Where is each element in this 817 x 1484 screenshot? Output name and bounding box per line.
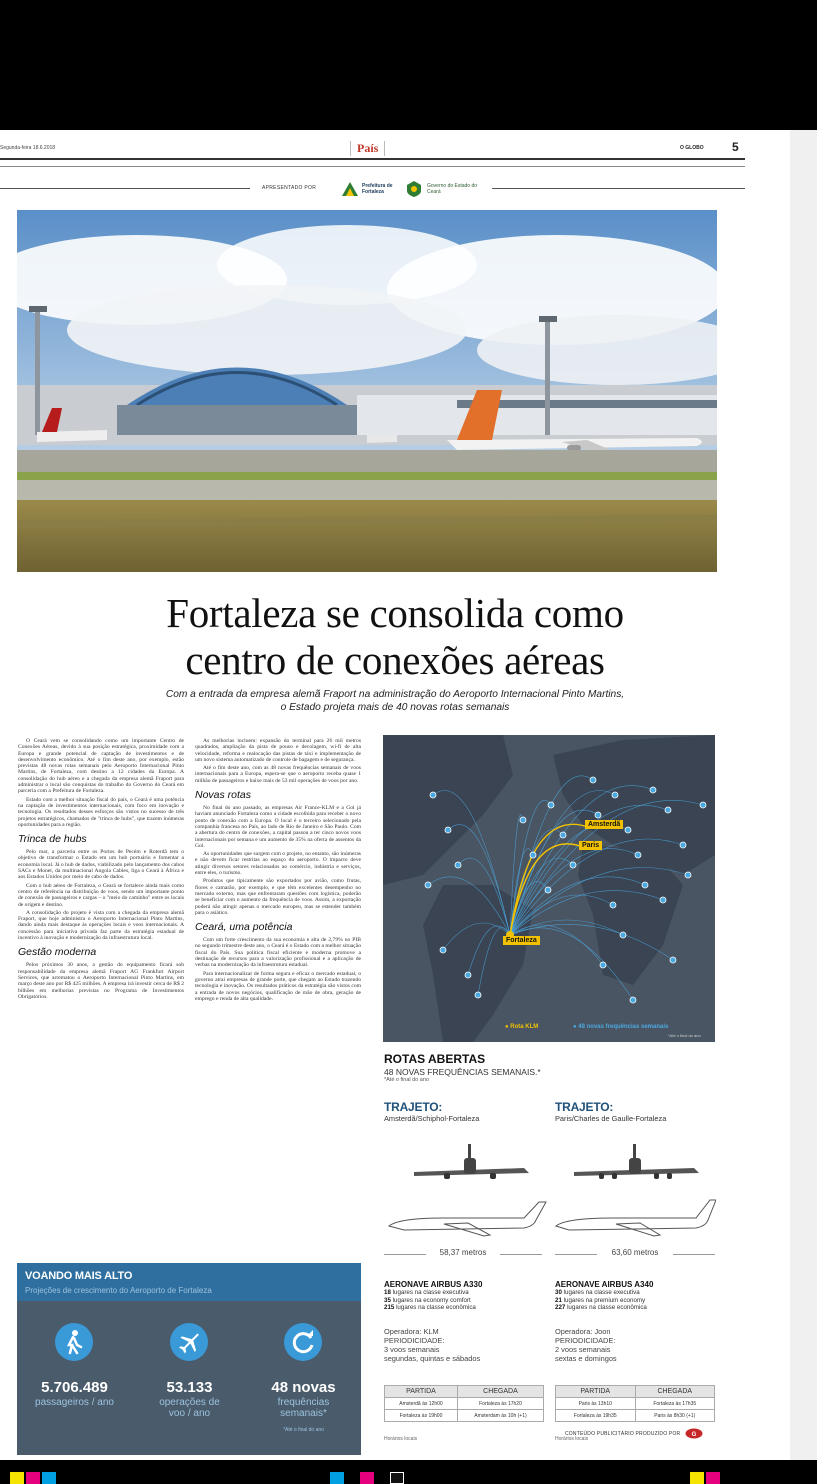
dimension-line [555, 1254, 597, 1255]
sponsor-label: APRESENTADO POR [262, 185, 317, 191]
credit-text: CONTEÚDO PUBLICITÁRIO PRODUZIDO POR [565, 1430, 681, 1437]
legend-frequencies-label: 48 novas frequências semanais [578, 1024, 669, 1030]
days: sextas e domingos [555, 1354, 617, 1363]
frequency: 2 voos semanais [555, 1345, 611, 1354]
seat-class: lugares na classe executiva [563, 1289, 640, 1297]
seat-line [384, 1304, 482, 1311]
route-2-length-label: 63,60 metros [611, 1248, 659, 1257]
paragraph: Pelo mar, a parceria entre os Portos de Pecém e Roterdã tem o objetivo de transformar o Estado em um hub portuário e fomentar a economia local. Já o hub de dados, viabilizado pelo lançamento dos cabos SACs e Monet, da multinacional Angola Cables, liga o Ceará à África e aos Estados Unidos por meio de cabo de dados. [18, 849, 184, 881]
registration-mark-yellow-2 [690, 1472, 704, 1484]
subheading-trinca: Trinca de hubs [18, 833, 87, 846]
article-column-2 [195, 738, 361, 1004]
sponsor-line-left [0, 188, 250, 189]
a340-front-icon [574, 1144, 699, 1179]
destination-dot [610, 902, 616, 908]
legend-frequencies: ● 48 novas frequências semanais [573, 1024, 669, 1030]
rotas-subtitle: 48 NOVAS FREQUÊNCIAS SEMANAIS.* [384, 1067, 541, 1077]
seat-line [555, 1289, 653, 1296]
frequency: 3 voos semanais [384, 1345, 440, 1354]
paragraph: As melhorias incluem: expansão do terminal para 26 mil metros quadrados, ampliação da pista de pouso e decolagem, wi-fi de alta velocidade, reforma e realocação das pistas de táxi e implementação de um novo sistema automatizado de controle de bagagem e de segurança. [195, 738, 361, 763]
col-header-partida: PARTIDA [556, 1386, 636, 1398]
rotas-title: ROTAS ABERTAS [384, 1052, 486, 1066]
rotas-abertas [384, 1052, 541, 1083]
seat-count: 18 [384, 1289, 391, 1297]
governo-logo [405, 180, 480, 198]
city-label-amsterdam: Amsterdã [585, 820, 623, 829]
dimension-line [673, 1254, 715, 1255]
prefeitura-logo [340, 180, 400, 198]
destination-dot [700, 802, 706, 808]
destination-dot [612, 792, 618, 798]
header-rule-thin [0, 166, 745, 167]
sponsor-line-right [492, 188, 745, 189]
seat-count: 35 [384, 1296, 391, 1304]
cell: Paris às 13h10 [556, 1398, 636, 1410]
destination-dot [620, 932, 626, 938]
article-column-1 [18, 738, 184, 1002]
paragraph: A consolidação do projeto é vista com a chegada da empresa alemã Fraport, que hoje administra o Aeroporto Internacional Pinto Martins, dando ainda mais destaque às operações locais e voos internacionais. A concessão para iniciativa privada faz parte da estratégia estadual de incentivo à inovação e modernização da infraestrutura local. [18, 909, 184, 942]
route-1-length [384, 1248, 542, 1257]
cell: Fortaleza às 17h20 [457, 1398, 543, 1410]
registration-mark-black [390, 1472, 404, 1484]
headline-line-1: Fortaleza se consolida como [166, 590, 624, 636]
subheading-gestao: Gestão moderna [18, 946, 97, 959]
route-1-hint: Horários locais [384, 1436, 418, 1442]
cell: Amsterdam às 10h (+1) [457, 1410, 543, 1422]
destination-dot [455, 862, 461, 868]
subheading-novas-rotas: Novas rotas [195, 789, 252, 802]
registration-mark-magenta-2 [360, 1472, 374, 1484]
destination-dot [595, 812, 601, 818]
stat-value: 53.133 [166, 1379, 213, 1396]
col-header-partida: PARTIDA [385, 1386, 458, 1398]
destination-dot [685, 872, 691, 878]
a340-side-icon [556, 1200, 716, 1236]
stat-value: 5.706.489 [41, 1379, 108, 1396]
cell: Amsterdã às 12h00 [385, 1398, 458, 1410]
destination-dot [545, 887, 551, 893]
header-rule [0, 158, 745, 160]
prefeitura-logo-text: Prefeitura de Fortaleza [362, 183, 393, 195]
destination-dot [630, 997, 636, 1003]
seat-line [555, 1304, 653, 1311]
route-1-title: TRAJETO: [384, 1100, 443, 1114]
paragraph: Até o fim deste ano, com as 48 novas frequências semanais de voos internacionais para a Europa, espera-se que o aeroporto receba quase 1 milhão de passageiros e baixe mais de 53 mil operações de voos por ano. [195, 765, 361, 784]
headline-line-2: centro de conexões aéreas [185, 637, 605, 683]
seat-class: lugares na classe executiva [392, 1289, 469, 1297]
route-1-route: Amsterdã/Schiphol-Fortaleza [384, 1114, 480, 1123]
days: segundas, quintas e sábados [384, 1354, 481, 1363]
destination-dot [642, 882, 648, 888]
aircraft-name: AERONAVE AIRBUS A340 [555, 1280, 654, 1289]
city-label-fortaleza: Fortaleza [503, 936, 540, 945]
page-header [0, 140, 745, 158]
stat-label-line: frequências [277, 1397, 330, 1408]
registration-mark-magenta [26, 1472, 40, 1484]
routes-map [383, 735, 715, 1042]
route-2-length [555, 1248, 715, 1257]
airplane-icon [170, 1323, 208, 1361]
aircraft-drawings [384, 1140, 716, 1250]
route-1-operator [384, 1327, 480, 1363]
right-margin-strip [790, 130, 817, 1460]
cell: Fortaleza às 19h00 [385, 1410, 458, 1422]
destination-dot [660, 897, 666, 903]
destination-dot [570, 862, 576, 868]
col-header-chegada: CHEGADA [457, 1386, 543, 1398]
aircraft-name: AERONAVE AIRBUS A330 [384, 1280, 483, 1289]
airport-photo [17, 210, 717, 572]
destination-dot [600, 962, 606, 968]
destination-dot [465, 972, 471, 978]
destination-dot [670, 957, 676, 963]
cell: Paris às 8h30 (+1) [635, 1410, 715, 1422]
legend-klm-label: Rota KLM [510, 1024, 539, 1030]
stats-title: VOANDO MAIS ALTO [25, 1270, 133, 1282]
stat-label [246, 1397, 361, 1419]
route-2-operator [555, 1327, 617, 1363]
stats-subtitle: Projeções de crescimento do Aeroporto de Fortaleza [25, 1286, 212, 1295]
table-row [556, 1410, 715, 1422]
a330-side-icon [389, 1202, 546, 1236]
table-row [385, 1410, 544, 1422]
seat-count: 30 [555, 1289, 562, 1297]
destination-dot [430, 792, 436, 798]
a330-front-icon [414, 1144, 529, 1179]
walking-person-icon [55, 1323, 93, 1361]
cell: Fortaleza às 17h35 [635, 1398, 715, 1410]
seat-class: lugares na classe econômica [567, 1304, 647, 1312]
operator: Operadora: Joon [555, 1327, 611, 1336]
destination-dot [445, 827, 451, 833]
subheading-ceara: Ceará, uma potência [195, 921, 293, 934]
refresh-icon [284, 1323, 322, 1361]
governo-logo-text: Governo do Estado do Ceará [427, 183, 478, 195]
sponsor-bar [0, 180, 745, 200]
paragraph: Pelos próximos 30 anos, a gestão do equipamento ficará sob responsabilidade da empresa alemã Fraport AG Frankfurt Airport Services, que arrematou o Aeroporto Internacional Pinto Martins, em março deste ano por R$ 425 milhões. A empresa irá investir cerca de R$ 2 bilhões em melhorias previstas no Programa de Investimentos Obrigatórios. [18, 962, 184, 1000]
page-number: 5 [732, 140, 739, 154]
registration-mark-yellow [10, 1472, 24, 1484]
stat-passengers [17, 1301, 132, 1455]
destination-dot [635, 852, 641, 858]
col-header-chegada: CHEGADA [635, 1386, 715, 1398]
destination-dot [475, 992, 481, 998]
operator: Operadora: KLM [384, 1327, 439, 1336]
route-2-route: Paris/Charles de Gaulle-Fortaleza [555, 1114, 667, 1123]
legend-klm: ● Rota KLM [505, 1024, 539, 1030]
stat-label [132, 1397, 247, 1419]
subheadline [60, 688, 730, 714]
route-1-schedule [384, 1385, 544, 1422]
paragraph: Para internacionalizar de forma segura e eficaz o mercado estadual, o governo atrai empresas de grande porte, que chegam ao Estado trazendo tecnologia e inovação. Os resultados práticos da estratégia são vistos com a entrada de novos negócios, qualificação de mão de obra, geração de emprego e renda de alta qualidade. [195, 970, 361, 1002]
seat-count: 21 [555, 1296, 562, 1304]
route-2-hint: Horários locais [555, 1436, 589, 1442]
destination-dot [665, 807, 671, 813]
seat-count: 215 [384, 1304, 395, 1312]
paragraph: Produtos que tipicamente são exportados por avião, como frutas, flores e camarão, por exemplo, e que têm excelentes desempenho no mercado externo, mas que enfrentaram questões com logística, poderão se beneficiar com o aumento da frequência de voos. Assim, a exportação poderá não atingir apenas o mercado europeu, mas se estender também para o asiático. [195, 878, 361, 916]
svg-text:G: G [691, 1432, 697, 1438]
destination-dot [548, 802, 554, 808]
seat-line [384, 1297, 482, 1304]
paragraph: No final do ano passado, as empresas Air France-KLM e a Gol já haviam anunciado Fortaleza como a cidade escolhida para receber o novo ponto de conexão com a Europa. O local é o terceiro selecionado pela companhia francesa no País, ao lado de Rio de Janeiro e São Paulo. Com a abertura do centro de conexões, a capital passou a ter cinco novos voos internacionais por semana e um aumento de 35% na oferta de assentos da Gol. [195, 805, 361, 849]
destination-dot [425, 882, 431, 888]
registration-mark-cyan [42, 1472, 56, 1484]
route-2-schedule [555, 1385, 715, 1422]
period-label: PERIODICIDADE: [384, 1336, 445, 1345]
stat-label-line: semanais* [280, 1408, 327, 1419]
paragraph: Com o hub aéreo de Fortaleza, o Ceará se fortalece ainda mais como centro de referência na distribuição de voos, sendo um importante ponto de conexão de passageiros e cargas – o "meio do caminho" entre os locais de origem e destino. [18, 882, 184, 908]
subheadline-line-2: o Estado projeta mais de 40 novas rotas semanais [280, 702, 510, 713]
stat-note: *Até o final do ano [283, 1427, 324, 1433]
route-2-heading [555, 1100, 666, 1123]
seat-line [384, 1289, 482, 1296]
period-label: PERIODICIDADE: [555, 1336, 616, 1345]
paragraph: Com um forte crescimento da sua economia e alta de 2,79% no PIB no segundo trimestre deste ano, o Ceará é o Estado com a melhor situação fiscal do País. Sua política fiscal eficiente e moderna promove a destinação de recursos para a valorização profissional e a aplicação de verbas na modernização da infraestrutura estadual. [195, 937, 361, 969]
stats-band [17, 1263, 361, 1301]
stat-operations [132, 1301, 247, 1455]
paper-name: O GLOBO [680, 145, 704, 151]
table-row [385, 1398, 544, 1410]
stats-box [17, 1263, 361, 1455]
producer-logo-icon [685, 1428, 703, 1439]
stat-label-line: voo / ano [168, 1408, 211, 1419]
seat-count: 227 [555, 1304, 566, 1312]
route-1-heading [384, 1100, 479, 1123]
destination-dot [560, 832, 566, 838]
registration-mark-cyan-2 [330, 1472, 344, 1484]
destination-dot [520, 817, 526, 823]
destination-dot [625, 827, 631, 833]
seat-class: lugares na economy comfort [392, 1296, 471, 1304]
paragraph: Estado com a melhor situação fiscal do país, o Ceará é uma potência na captação de investimentos internacionais, com foco em inovação e tecnologia. Os resultados desses esforços são vistos no sucesso de três projetos estratégicos, chamados de "trinca de hubs", que trazem inúmeras oportunidades para a região. [18, 796, 184, 828]
credit-line [565, 1428, 703, 1439]
route-2-title: TRAJETO: [555, 1100, 614, 1114]
stat-value: 48 novas [271, 1379, 336, 1396]
rotas-note: *Até o final do ano [384, 1077, 429, 1083]
paragraph: O Ceará vem se consolidando como um importante Centro de Conexões Aéreas, devido à sua posição estratégica, proximidade com a Europa e grande potencial de captação de investimentos e de desenvolvimento econômico. Até o fim deste ano, por exemplo, estão previstas 48 novas rotas semanais pelo Aeroporto Internacional Pinto Martins, de Fortaleza, com destino a 12 cidades da Europa. A consolidação do hub aéreo e a chegada da empresa alemã Fraport para administrar o local são conquistas do trabalho do Governo do Ceará em parceria com a Prefeitura de Fortaleza. [18, 738, 184, 795]
dimension-line [500, 1254, 542, 1255]
seat-class: lugares na classe econômica [396, 1304, 476, 1312]
stat-frequencies [246, 1301, 361, 1455]
section-name: País [350, 141, 385, 156]
table-row [556, 1398, 715, 1410]
stat-label: passageiros / ano [35, 1397, 114, 1408]
registration-mark-magenta-3 [706, 1472, 720, 1484]
paragraph: As oportunidades que surgem com o projeto, no entanto, são inúmeras e não devem ficar restritas ao espaço do aeroporto. O impacto deve atingir diversos setores relacionados ao comércio, indústria e serviços, entre eles, o turismo. [195, 851, 361, 877]
cell: Fortaleza às 19h35 [556, 1410, 636, 1422]
subheadline-line-1: Com a entrada da empresa alemã Fraport na administração do Aeroporto Internacional Pinto Martins, [165, 689, 625, 700]
seat-class: lugares na premium economy [563, 1296, 646, 1304]
route-1-length-label: 58,37 metros [439, 1248, 487, 1257]
dimension-line [384, 1254, 426, 1255]
destination-dot [680, 842, 686, 848]
top-black-bar [0, 0, 817, 130]
destination-dot [530, 852, 536, 858]
seat-line [555, 1297, 653, 1304]
route-1-aircraft [384, 1281, 482, 1312]
destination-dot [650, 787, 656, 793]
issue-date: Segunda-feira 18.6.2018 [0, 145, 56, 151]
destination-dot [440, 947, 446, 953]
stat-label-line: operações de [159, 1397, 220, 1408]
destination-dot [590, 777, 596, 783]
city-label-paris: Paris [579, 841, 602, 850]
headline [0, 590, 790, 684]
legend-note: *Até o final do ano [668, 1033, 701, 1038]
route-2-aircraft [555, 1281, 653, 1312]
